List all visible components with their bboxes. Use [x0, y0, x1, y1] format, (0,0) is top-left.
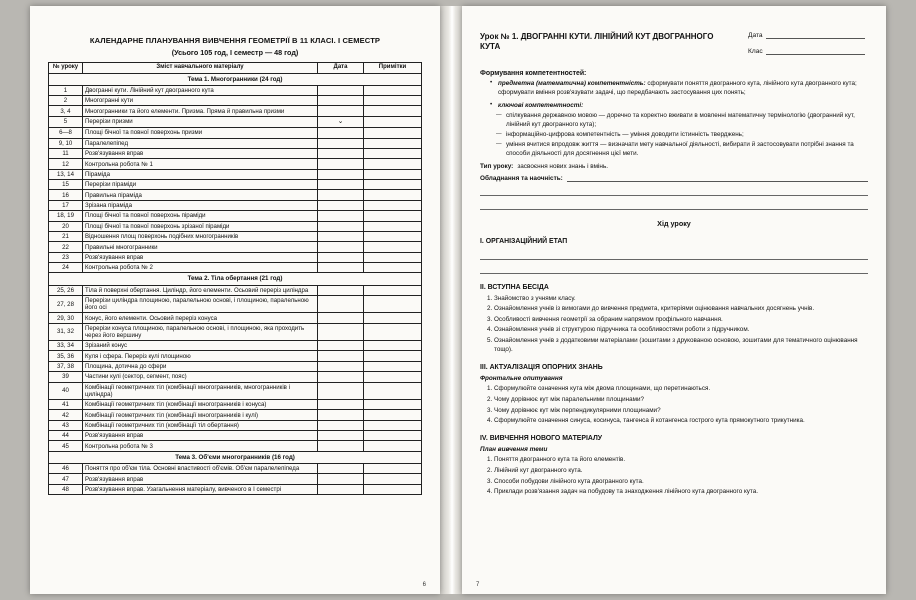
cell-content: Площина, дотична до сфери: [83, 361, 318, 371]
cell-lesson-number: 20: [49, 221, 83, 231]
cell-date[interactable]: [318, 169, 364, 179]
cell-lesson-number: 21: [49, 231, 83, 241]
cell-lesson-number: 42: [49, 410, 83, 420]
cell-date[interactable]: [318, 372, 364, 382]
column-header-note: Примітки: [364, 63, 422, 73]
left-page-number: 6: [422, 582, 426, 588]
cell-lesson-number: 9, 10: [49, 138, 83, 148]
stage-4-item: 1. Поняття двогранного кута та його елементів.: [494, 455, 868, 464]
cell-content: Тіла й поверхні обертання. Циліндр, його елементи. Осьовий переріз циліндра: [83, 285, 318, 295]
cell-note[interactable]: [364, 221, 422, 231]
cell-content: Піраміда: [83, 169, 318, 179]
table-row: [49, 351, 422, 361]
key-competency-item: — уміння вчитися впродовж життя — визначати мету навчальної діяльності, вибирати й застосовувати потрібні знання та способи діяльності для досягнення цієї мети.: [498, 141, 868, 159]
cell-lesson-number: 11: [49, 148, 83, 158]
stage-2-item: 2. Ознайомлення учнів із вимогами до вивчення предмета, критеріями оцінювання навчальних досягнень учнів.: [494, 304, 868, 313]
table-row: [49, 313, 422, 323]
cell-content: Розв'язування вправ. Узагальнення матеріалу, вивченого в І семестрі: [83, 484, 318, 494]
cell-date[interactable]: [318, 180, 364, 190]
cell-content: Контрольна робота № 2: [83, 263, 318, 273]
cell-date[interactable]: [318, 106, 364, 116]
cell-note[interactable]: [364, 106, 422, 116]
table-section-label: Тема 1. Многогранники (24 год): [49, 73, 422, 85]
cell-content: Площі бічної та повної поверхонь піраміди: [83, 211, 318, 221]
cell-content: Комбінації геометричних тіл (комбінації многогранників і кулі): [83, 410, 318, 420]
column-header-date: Дата: [318, 63, 364, 73]
cell-note[interactable]: [364, 116, 422, 127]
stage-3-item: 3. Чому дорівнює кут між перпендикулярними площинами?: [494, 406, 868, 415]
date-class-fields: [748, 30, 868, 62]
cell-date[interactable]: [318, 128, 364, 138]
cell-lesson-number: 15: [49, 180, 83, 190]
cell-date[interactable]: [318, 252, 364, 262]
cell-date[interactable]: [318, 410, 364, 420]
table-row: [49, 169, 422, 179]
cell-note[interactable]: [364, 252, 422, 262]
cell-content: Розв'язування вправ: [83, 148, 318, 158]
course-heading: Хід уроку: [657, 218, 691, 228]
stage-2-list: [494, 294, 868, 355]
cell-note[interactable]: [364, 180, 422, 190]
cell-content: Розв'язування вправ: [83, 431, 318, 441]
date-label: Дата: [748, 32, 763, 39]
cell-lesson-number: 12: [49, 159, 83, 169]
cell-date[interactable]: [318, 351, 364, 361]
cell-content: Площі бічної та повної поверхонь призми: [83, 128, 318, 138]
cell-note[interactable]: [364, 441, 422, 451]
cell-date[interactable]: [318, 200, 364, 210]
cell-content: Контрольна робота № 1: [83, 159, 318, 169]
cell-content: Перерізи призми: [83, 116, 318, 127]
cell-note[interactable]: [364, 463, 422, 473]
cell-lesson-number: 2: [49, 96, 83, 106]
cell-content: Двогранні кути. Лінійний кут двогранного кута: [83, 85, 318, 95]
lesson-type-line: [480, 163, 868, 170]
stage-1-write-line-1[interactable]: [480, 248, 868, 260]
table-row: [49, 295, 422, 312]
cell-date[interactable]: ⌄: [318, 116, 364, 127]
table-row: [49, 148, 422, 158]
right-page-number: 7: [476, 582, 480, 588]
page-title: КАЛЕНДАРНЕ ПЛАНУВАННЯ ВИВЧЕННЯ ГЕОМЕТРІЇ В 11 КЛАСІ. І СЕМЕСТР: [89, 36, 381, 45]
cell-date[interactable]: [318, 231, 364, 241]
table-row: [49, 85, 422, 95]
table-row: [49, 420, 422, 430]
table-row: [49, 361, 422, 371]
cell-content: Відношення площ поверхонь подібних многогранників: [83, 231, 318, 241]
cell-lesson-number: 48: [49, 484, 83, 494]
table-row: [49, 190, 422, 200]
cell-date[interactable]: [318, 323, 364, 340]
table-row: [49, 106, 422, 116]
cell-date[interactable]: [318, 463, 364, 473]
equipment-label: Обладнання та наочність:: [480, 174, 563, 182]
cell-note[interactable]: [364, 372, 422, 382]
cell-date[interactable]: [318, 420, 364, 430]
cell-lesson-number: 33, 34: [49, 341, 83, 351]
table-row: [49, 410, 422, 420]
cell-content: Конус, його елементи. Осьовий переріз конуса: [83, 313, 318, 323]
cell-note[interactable]: [364, 159, 422, 169]
table-section-label: Тема 3. Об'єми многогранників (16 год): [49, 451, 422, 463]
cell-content: Комбінації геометричних тіл (комбінації тіл обертання): [83, 420, 318, 430]
table-row: [49, 252, 422, 262]
stage-3-heading: III. АКТУАЛІЗАЦІЯ ОПОРНИХ ЗНАНЬ: [480, 364, 603, 372]
cell-content: Зрізаний конус: [83, 341, 318, 351]
cell-date[interactable]: [318, 441, 364, 451]
stage-2-heading: II. ВСТУПНА БЕСІДА: [480, 283, 549, 291]
stage-4-item: 2. Лінійний кут двогранного кута.: [494, 466, 868, 475]
cell-date[interactable]: [318, 85, 364, 95]
cell-note[interactable]: [364, 148, 422, 158]
cell-lesson-number: 44: [49, 431, 83, 441]
stage-4-subheading: План вивчення теми: [480, 446, 548, 454]
cell-note[interactable]: [364, 420, 422, 430]
cell-content: Перерізи циліндра площиною, паралельною основі, і площиною, паралельною його осі: [83, 295, 318, 312]
stage-4-item: 4. Приклади розв'язання задач на побудову та знаходження лінійного кута двогранного кута.: [494, 487, 868, 496]
cell-lesson-number: 45: [49, 441, 83, 451]
competencies-heading: Формування компетентностей:: [480, 70, 587, 77]
lesson-type-label: Тип уроку:: [480, 162, 514, 170]
table-row: [49, 474, 422, 484]
table-section-row: [49, 73, 422, 85]
stage-4-list: [494, 455, 868, 496]
cell-date[interactable]: [318, 138, 364, 148]
stage-4-heading: IV. ВИВЧЕННЯ НОВОГО МАТЕРІАЛУ: [480, 435, 603, 443]
table-row: [49, 263, 422, 273]
competency-subject-lead: предметна (математична) компетентність:: [498, 80, 646, 87]
cell-note[interactable]: [364, 484, 422, 494]
cell-lesson-number: 24: [49, 263, 83, 273]
cell-note[interactable]: [364, 169, 422, 179]
cell-note[interactable]: [364, 431, 422, 441]
cell-content: Куля і сфера. Переріз кулі площиною: [83, 351, 318, 361]
table-section-row: [49, 273, 422, 285]
stage-2-item: 1. Знайомство з учнями класу.: [494, 294, 868, 303]
table-row: [49, 441, 422, 451]
cell-lesson-number: 41: [49, 399, 83, 409]
cell-lesson-number: 35, 36: [49, 351, 83, 361]
calendar-plan-table: [48, 62, 422, 495]
cell-date[interactable]: [318, 148, 364, 158]
cell-lesson-number: 37, 38: [49, 361, 83, 371]
table-row: [49, 242, 422, 252]
cell-content: Паралелепіпед: [83, 138, 318, 148]
cell-content: Правильні многогранники: [83, 242, 318, 252]
equipment-write-line-3[interactable]: [480, 198, 868, 210]
stage-3-item: 1. Сформулюйте означення кута між двома площинами, що перетинаються.: [494, 384, 868, 393]
cell-lesson-number: 39: [49, 372, 83, 382]
cell-lesson-number: 46: [49, 463, 83, 473]
book-gutter: [440, 6, 464, 594]
stage-1-write-line-2[interactable]: [480, 262, 868, 274]
cell-lesson-number: 3, 4: [49, 106, 83, 116]
cell-content: Перерізи конуса площиною, паралельною основі, і площиною, яка проходить через його вершину: [83, 323, 318, 340]
cell-date[interactable]: [318, 263, 364, 273]
cell-lesson-number: 1: [49, 85, 83, 95]
equipment-write-line-1[interactable]: [567, 173, 868, 182]
stage-1-heading: I. ОРГАНІЗАЦІЙНИЙ ЕТАП: [480, 237, 568, 245]
cell-date[interactable]: [318, 431, 364, 441]
table-section-row: [49, 451, 422, 463]
cell-note[interactable]: [364, 323, 422, 340]
table-row: [49, 211, 422, 221]
cell-note[interactable]: [364, 410, 422, 420]
cell-note[interactable]: [364, 263, 422, 273]
cell-date[interactable]: [318, 382, 364, 399]
table-row: [49, 180, 422, 190]
competency-subject: [490, 80, 868, 98]
cell-note[interactable]: [364, 211, 422, 221]
table-row: [49, 231, 422, 241]
cell-note[interactable]: [364, 231, 422, 241]
cell-lesson-number: 29, 30: [49, 313, 83, 323]
cell-content: Комбінації геометричних тіл (комбінації многогранників, многогранників і циліндра): [83, 382, 318, 399]
class-label: Клас: [748, 48, 763, 55]
cell-lesson-number: 40: [49, 382, 83, 399]
cell-date[interactable]: [318, 211, 364, 221]
cell-note[interactable]: [364, 242, 422, 252]
table-row: [49, 323, 422, 340]
table-row: [49, 221, 422, 231]
cell-lesson-number: 23: [49, 252, 83, 262]
cell-note[interactable]: [364, 200, 422, 210]
table-row: [49, 159, 422, 169]
cell-date[interactable]: [318, 313, 364, 323]
cell-content: Перерізи піраміди: [83, 180, 318, 190]
cell-content: Правильна піраміда: [83, 190, 318, 200]
cell-date[interactable]: [318, 159, 364, 169]
lesson-type-value: засвоєння нових знань і вмінь.: [517, 162, 609, 170]
cell-note[interactable]: [364, 285, 422, 295]
table-row: [49, 96, 422, 106]
stage-2-item: 5. Ознайомлення учнів з додатковими матеріалами (зошитами з друкованою основою, зошитами для тематичного оцінювання тощо).: [494, 336, 868, 354]
cell-content: Комбінації геометричних тіл (комбінації многогранників і конуса): [83, 399, 318, 409]
cell-date[interactable]: [318, 242, 364, 252]
cell-lesson-number: 18, 19: [49, 211, 83, 221]
cell-note[interactable]: [364, 361, 422, 371]
cell-note[interactable]: [364, 341, 422, 351]
stage-2-item: 4. Ознайомлення учнів зі структурою підручника та особливостями роботи з підручником.: [494, 325, 868, 334]
cell-lesson-number: 17: [49, 200, 83, 210]
table-section-label: Тема 2. Тіла обертання (21 год): [49, 273, 422, 285]
cell-date[interactable]: [318, 190, 364, 200]
cell-note[interactable]: [364, 96, 422, 106]
table-row: [49, 382, 422, 399]
column-header-content: Зміст навчального матеріалу: [83, 63, 318, 73]
table-row: [49, 399, 422, 409]
cell-date[interactable]: [318, 96, 364, 106]
cell-note[interactable]: [364, 128, 422, 138]
cell-lesson-number: 6—8: [49, 128, 83, 138]
cell-content: Поняття про об'єм тіла. Основні властивості об'ємів. Об'єм паралелепіпеда: [83, 463, 318, 473]
key-competency-item: — інформаційно-цифрова компетентність — уміння доводити істинність тверджень;: [498, 131, 868, 140]
competencies-block: [480, 80, 868, 159]
cell-content: Розв'язування вправ: [83, 252, 318, 262]
table-row: [49, 285, 422, 295]
cell-note[interactable]: [364, 313, 422, 323]
table-row: [49, 463, 422, 473]
competency-subject-text: сформувати поняття двогранного кута, лінійного кута двогранного кута; сформувати вміння розв'язувати задачі, що передбачають застосування цих понять;: [498, 80, 857, 96]
stage-2-item: 3. Особливості вивчення геометрії за обраним напрямом профільного навчання.: [494, 315, 868, 324]
cell-lesson-number: 13, 14: [49, 169, 83, 179]
column-header-num: № уроку: [49, 63, 83, 73]
cell-content: Зрізана піраміда: [83, 200, 318, 210]
cell-note[interactable]: [364, 138, 422, 148]
competency-key-lead: ключові компетентності:: [498, 101, 584, 109]
table-row: [49, 484, 422, 494]
class-field-row[interactable]: [748, 46, 868, 55]
lesson-title: Урок № 1. ДВОГРАННІ КУТИ. ЛІНІЙНИЙ КУТ ДВОГРАННОГО КУТА: [480, 32, 714, 52]
table-row: [49, 431, 422, 441]
left-page: [30, 6, 440, 594]
table-row: [49, 341, 422, 351]
cell-lesson-number: 5: [49, 116, 83, 127]
cell-date[interactable]: [318, 361, 364, 371]
cell-note[interactable]: [364, 190, 422, 200]
cell-content: Контрольна робота № 3: [83, 441, 318, 451]
date-write-line[interactable]: [766, 30, 865, 39]
cell-lesson-number: 43: [49, 420, 83, 430]
cell-content: Розв'язування вправ: [83, 474, 318, 484]
stage-3-item: 2. Чому дорівнює кут між паралельними площинами?: [494, 395, 868, 404]
cell-note[interactable]: [364, 351, 422, 361]
cell-date[interactable]: [318, 399, 364, 409]
class-write-line[interactable]: [766, 46, 865, 55]
equipment-write-line-2[interactable]: [480, 184, 868, 196]
cell-content: Многогранні кути: [83, 96, 318, 106]
cell-note[interactable]: [364, 382, 422, 399]
cell-lesson-number: 27, 28: [49, 295, 83, 312]
stage-3-subheading: Фронтальне опитування: [480, 375, 563, 383]
stage-3-list: [494, 384, 868, 425]
cell-content: Частини кулі (сектор, сегмент, пояс): [83, 372, 318, 382]
table-row: [49, 372, 422, 382]
cell-date[interactable]: [318, 221, 364, 231]
stage-4-item: 3. Способи побудови лінійного кута двогранного кута.: [494, 477, 868, 486]
cell-content: Многогранники та його елементи. Призма. Пряма й правильна призми: [83, 106, 318, 116]
table-row: [49, 128, 422, 138]
stage-3-item: 4. Сформулюйте означення синуса, косинуса, тангенса й котангенса гострого кута прямокутного трикутника.: [494, 416, 868, 425]
cell-note[interactable]: [364, 85, 422, 95]
cell-lesson-number: 22: [49, 242, 83, 252]
key-competency-item: — спілкування державною мовою — доречно та коректно вживати в мовленні математичну термінологію (двогранний кут, лінійний кут двогранного кута);: [498, 112, 868, 130]
equipment-line: [480, 173, 868, 182]
cell-note[interactable]: [364, 295, 422, 312]
table-header-row: [49, 63, 422, 73]
right-page: [462, 6, 886, 594]
table-row: [49, 200, 422, 210]
cell-lesson-number: 47: [49, 474, 83, 484]
table-row: [49, 116, 422, 127]
table-row: [49, 138, 422, 148]
page-subtitle: (Усього 105 год, І семестр — 48 год): [171, 48, 299, 58]
cell-lesson-number: 31, 32: [49, 323, 83, 340]
cell-note[interactable]: [364, 399, 422, 409]
cell-date[interactable]: [318, 285, 364, 295]
cell-date[interactable]: [318, 295, 364, 312]
cell-content: Площі бічної та повної поверхонь зрізаної піраміди: [83, 221, 318, 231]
cell-lesson-number: 16: [49, 190, 83, 200]
cell-note[interactable]: [364, 474, 422, 484]
date-field-row[interactable]: [748, 30, 868, 39]
competency-key: [490, 102, 868, 159]
cell-date[interactable]: [318, 484, 364, 494]
cell-lesson-number: 25, 26: [49, 285, 83, 295]
lesson-header: [480, 30, 868, 62]
cell-date[interactable]: [318, 341, 364, 351]
cell-date[interactable]: [318, 474, 364, 484]
